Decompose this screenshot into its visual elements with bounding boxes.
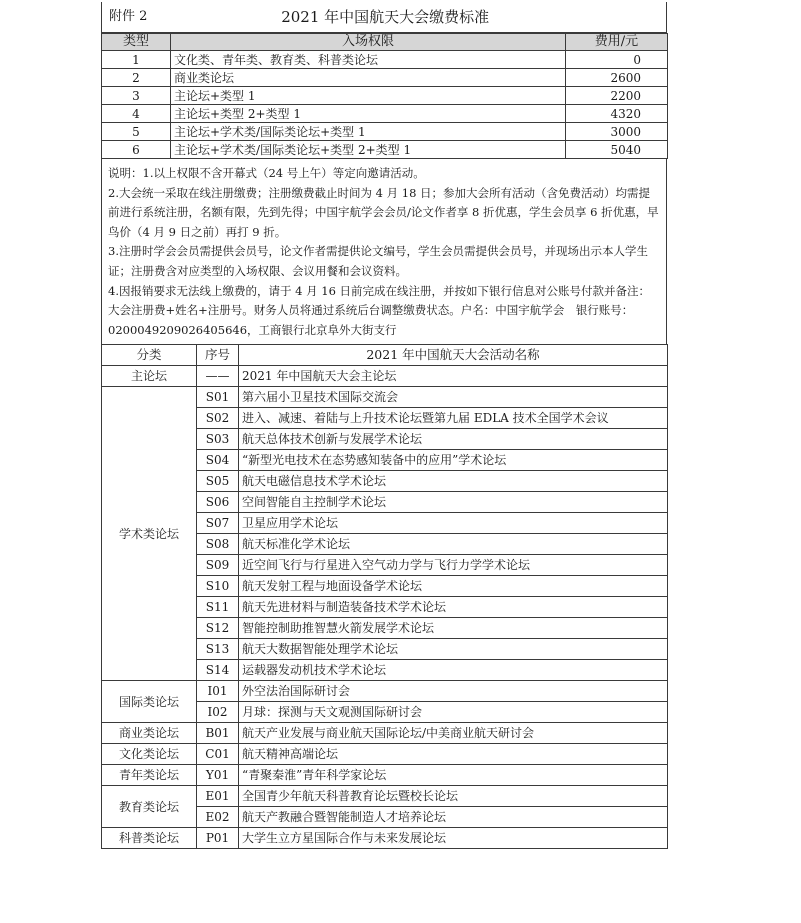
activity-code-cell: S06 (197, 492, 239, 513)
activity-name-cell: 卫星应用学术论坛 (239, 513, 668, 534)
fee-type-cell: 3 (102, 87, 171, 105)
fee-row (102, 105, 668, 123)
fee-access-cell: 文化类、青年类、教育类、科普类论坛 (171, 51, 566, 69)
fee-type-cell: 2 (102, 69, 171, 87)
annex-label: 附件 2 (109, 9, 148, 24)
document-page (101, 2, 667, 849)
activity-col-name: 2021 年中国航天大会活动名称 (239, 345, 668, 366)
activity-code-cell: I02 (197, 702, 239, 723)
activity-category-cell: 主论坛 (102, 366, 197, 387)
activity-code-cell: E02 (197, 807, 239, 828)
activity-code-cell: I01 (197, 681, 239, 702)
activity-name-cell: 月球：探测与天文观测国际研讨会 (239, 702, 668, 723)
notes-section (101, 159, 667, 344)
activity-name-cell: 航天电磁信息技术学术论坛 (239, 471, 668, 492)
activity-row (102, 723, 668, 744)
fee-row (102, 51, 668, 69)
note-4: 4.因报销要求无法线上缴费的，请于 4 月 16 日前完成在线注册，并按如下银行信息对公账号付款并备注：大会注册费+姓名+注册号。财务人员将通过系统后台调整缴费状态。户名：中国宇航学会 银行账号：0200049209026405646，工商银行北京阜外大街支行 (108, 283, 651, 337)
activity-code-cell: S08 (197, 534, 239, 555)
activity-name-cell: 航天产教融合暨智能制造人才培养论坛 (239, 807, 668, 828)
activity-row (102, 681, 668, 702)
activity-name-cell: 航天大数据智能处理学术论坛 (239, 639, 668, 660)
activity-code-cell: —— (197, 366, 239, 387)
activity-code-cell: S10 (197, 576, 239, 597)
fee-row (102, 69, 668, 87)
fee-type-cell: 5 (102, 123, 171, 141)
fee-amount-cell: 4320 (566, 105, 668, 123)
title-table (101, 2, 667, 33)
activity-name-cell: “新型光电技术在态势感知装备中的应用”学术论坛 (239, 450, 668, 471)
activity-code-cell: C01 (197, 744, 239, 765)
fee-row (102, 141, 668, 159)
activity-name-cell: 航天发射工程与地面设备学术论坛 (239, 576, 668, 597)
activity-category-cell: 文化类论坛 (102, 744, 197, 765)
fee-access-cell: 主论坛+类型 2+类型 1 (171, 105, 566, 123)
activity-code-cell: B01 (197, 723, 239, 744)
activity-code-cell: S11 (197, 597, 239, 618)
fee-table-body (102, 51, 668, 159)
note-1: 说明：1.以上权限不含开幕式（24 号上午）等定向邀请活动。 (108, 166, 425, 180)
title-cell (102, 2, 667, 33)
activity-name-cell: 近空间飞行与行星进入空气动力学与飞行力学学术论坛 (239, 555, 668, 576)
activity-code-cell: Y01 (197, 765, 239, 786)
activity-name-cell: 全国青少年航天科普教育论坛暨校长论坛 (239, 786, 668, 807)
activity-col-category: 分类 (102, 345, 197, 366)
fee-access-cell: 主论坛+学术类/国际类论坛+类型 2+类型 1 (171, 141, 566, 159)
activity-code-cell: S14 (197, 660, 239, 681)
activity-row (102, 786, 668, 807)
activity-code-cell: S07 (197, 513, 239, 534)
activity-category-cell: 教育类论坛 (102, 786, 197, 828)
activity-name-cell: 进入、减速、着陆与上升技术论坛暨第九届 EDLA 技术全国学术会议 (239, 408, 668, 429)
activity-row (102, 366, 668, 387)
note-3: 3.注册时学会会员需提供会员号，论文作者需提供论文编号，学生会员需提供会员号，并现场出示本人学生证；注册费含对应类型的入场权限、会议用餐和会议资料。 (108, 244, 648, 278)
activity-name-cell: 外空法治国际研讨会 (239, 681, 668, 702)
activity-col-code: 序号 (197, 345, 239, 366)
fee-row (102, 123, 668, 141)
activity-name-cell: 航天精神高端论坛 (239, 744, 668, 765)
fee-row (102, 87, 668, 105)
fee-col-fee: 费用/元 (566, 34, 668, 51)
activity-table-body (102, 366, 668, 849)
activity-category-cell: 青年类论坛 (102, 765, 197, 786)
activity-name-cell: 航天总体技术创新与发展学术论坛 (239, 429, 668, 450)
fee-amount-cell: 5040 (566, 141, 668, 159)
activity-code-cell: S04 (197, 450, 239, 471)
activity-name-cell: 智能控制助推智慧火箭发展学术论坛 (239, 618, 668, 639)
activity-code-cell: S05 (197, 471, 239, 492)
activity-category-cell: 科普类论坛 (102, 828, 197, 849)
activity-name-cell: 空间智能自主控制学术论坛 (239, 492, 668, 513)
activity-code-cell: P01 (197, 828, 239, 849)
activity-code-cell: S12 (197, 618, 239, 639)
activity-code-cell: S01 (197, 387, 239, 408)
activity-name-cell: 第六届小卫星技术国际交流会 (239, 387, 668, 408)
activity-category-cell: 国际类论坛 (102, 681, 197, 723)
activity-row (102, 765, 668, 786)
fee-access-cell: 商业类论坛 (171, 69, 566, 87)
activity-code-cell: S02 (197, 408, 239, 429)
activity-table (101, 344, 668, 849)
activity-row (102, 387, 668, 408)
fee-type-cell: 4 (102, 105, 171, 123)
activity-category-cell: 学术类论坛 (102, 387, 197, 681)
activity-code-cell: S13 (197, 639, 239, 660)
fee-amount-cell: 3000 (566, 123, 668, 141)
activity-name-cell: “青聚秦淮”青年科学家论坛 (239, 765, 668, 786)
activity-name-cell: 2021 年中国航天大会主论坛 (239, 366, 668, 387)
activity-name-cell: 航天产业发展与商业航天国际论坛/中美商业航天研讨会 (239, 723, 668, 744)
activity-table-header (102, 345, 668, 366)
fee-access-cell: 主论坛+学术类/国际类论坛+类型 1 (171, 123, 566, 141)
activity-name-cell: 航天标准化学术论坛 (239, 534, 668, 555)
fee-access-cell: 主论坛+类型 1 (171, 87, 566, 105)
fee-amount-cell: 2200 (566, 87, 668, 105)
fee-table-header (102, 34, 668, 51)
fee-table (101, 33, 668, 159)
activity-name-cell: 航天先进材料与制造装备技术学术论坛 (239, 597, 668, 618)
fee-col-type: 类型 (102, 34, 171, 51)
activity-category-cell: 商业类论坛 (102, 723, 197, 744)
activity-row (102, 744, 668, 765)
fee-amount-cell: 0 (566, 51, 668, 69)
activity-name-cell: 大学生立方星国际合作与未来发展论坛 (239, 828, 668, 849)
fee-amount-cell: 2600 (566, 69, 668, 87)
fee-type-cell: 6 (102, 141, 171, 159)
activity-code-cell: S09 (197, 555, 239, 576)
fee-type-cell: 1 (102, 51, 171, 69)
note-2: 2.大会统一采取在线注册缴费；注册缴费截止时间为 4 月 18 日；参加大会所有活动（含免费活动）均需提前进行系统注册，名额有限，先到先得；中国宇航学会会员/论文作者享 8 折优惠，学生会员享 6 折优惠，早鸟价（4 月 9 日之前）再打 9 折。 (108, 185, 659, 239)
activity-row (102, 828, 668, 849)
fee-col-access: 入场权限 (171, 34, 566, 51)
page-title: 2021 年中国航天大会缴费标准 (281, 8, 490, 26)
activity-name-cell: 运载器发动机技术学术论坛 (239, 660, 668, 681)
activity-code-cell: E01 (197, 786, 239, 807)
activity-code-cell: S03 (197, 429, 239, 450)
